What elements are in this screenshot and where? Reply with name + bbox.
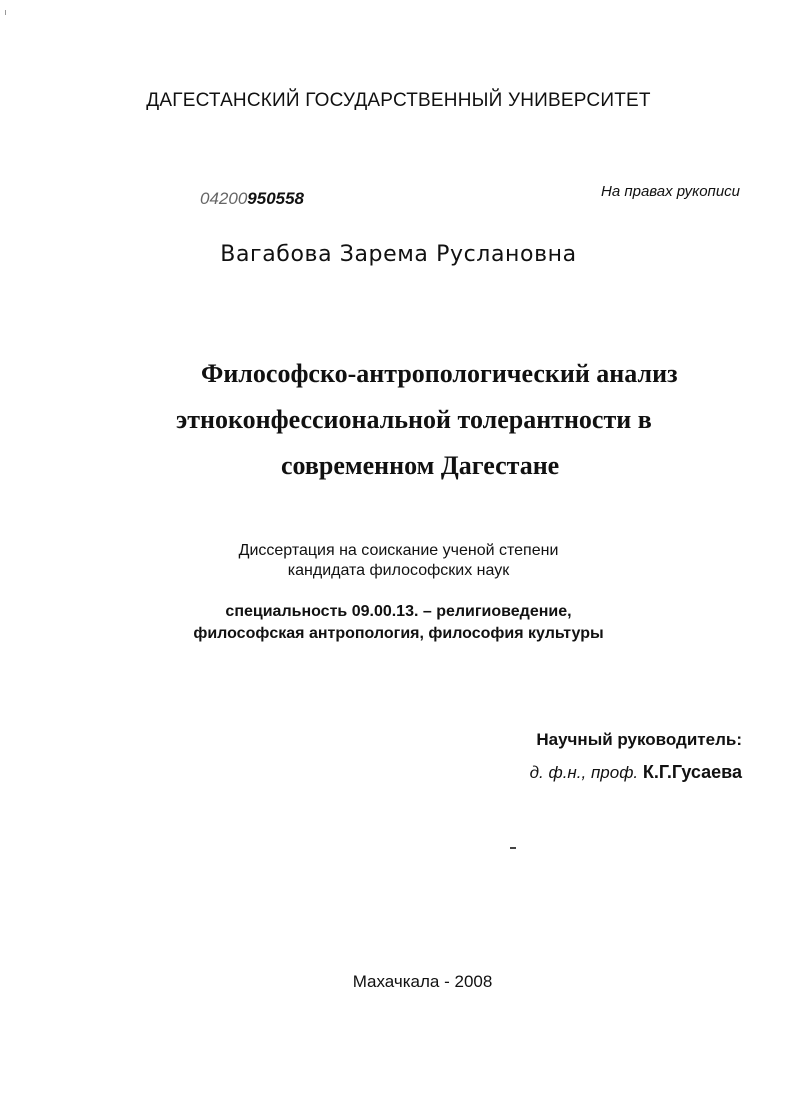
- rights-note: На правах рукописи: [601, 183, 740, 200]
- supervisor-label: Научный руководитель:: [536, 730, 742, 749]
- dissertation-title-line-1: Философско-антропологический анализ: [201, 359, 678, 388]
- degree-statement: [0, 541, 797, 581]
- university-name: ДАГЕСТАНСКИЙ ГОСУДАРСТВЕННЫЙ УНИВЕРСИТЕТ: [146, 90, 651, 111]
- specialty: [0, 601, 797, 645]
- stamp-number-prefix: 04200: [200, 189, 248, 208]
- supervisor: [530, 762, 742, 783]
- degree-statement-line-2: кандидата философских наук: [287, 562, 510, 579]
- archive-stamp-number: [200, 189, 304, 209]
- author-name: Вагабова Зарема Руслановна: [220, 242, 577, 267]
- supervisor-degree: д. ф.н., проф.: [529, 763, 639, 782]
- dissertation-title-line-3: современном Дагестане: [281, 451, 560, 480]
- scan-artifact: [5, 10, 6, 15]
- dissertation-title-line-2: этноконфессиональной толерантности в: [176, 405, 652, 434]
- supervisor-name: К.Г.Гусаева: [642, 762, 742, 782]
- degree-statement-line-1: Диссертация на соискание ученой степени: [238, 542, 559, 559]
- scan-artifact: [510, 847, 516, 849]
- specialty-line-2: философская антропология, философия культуры: [193, 625, 604, 642]
- stamp-number-suffix: 950558: [247, 189, 305, 208]
- specialty-line-1: специальность 09.00.13. – религиоведение,: [225, 603, 572, 620]
- city-year: Махачкала - 2008: [352, 972, 493, 991]
